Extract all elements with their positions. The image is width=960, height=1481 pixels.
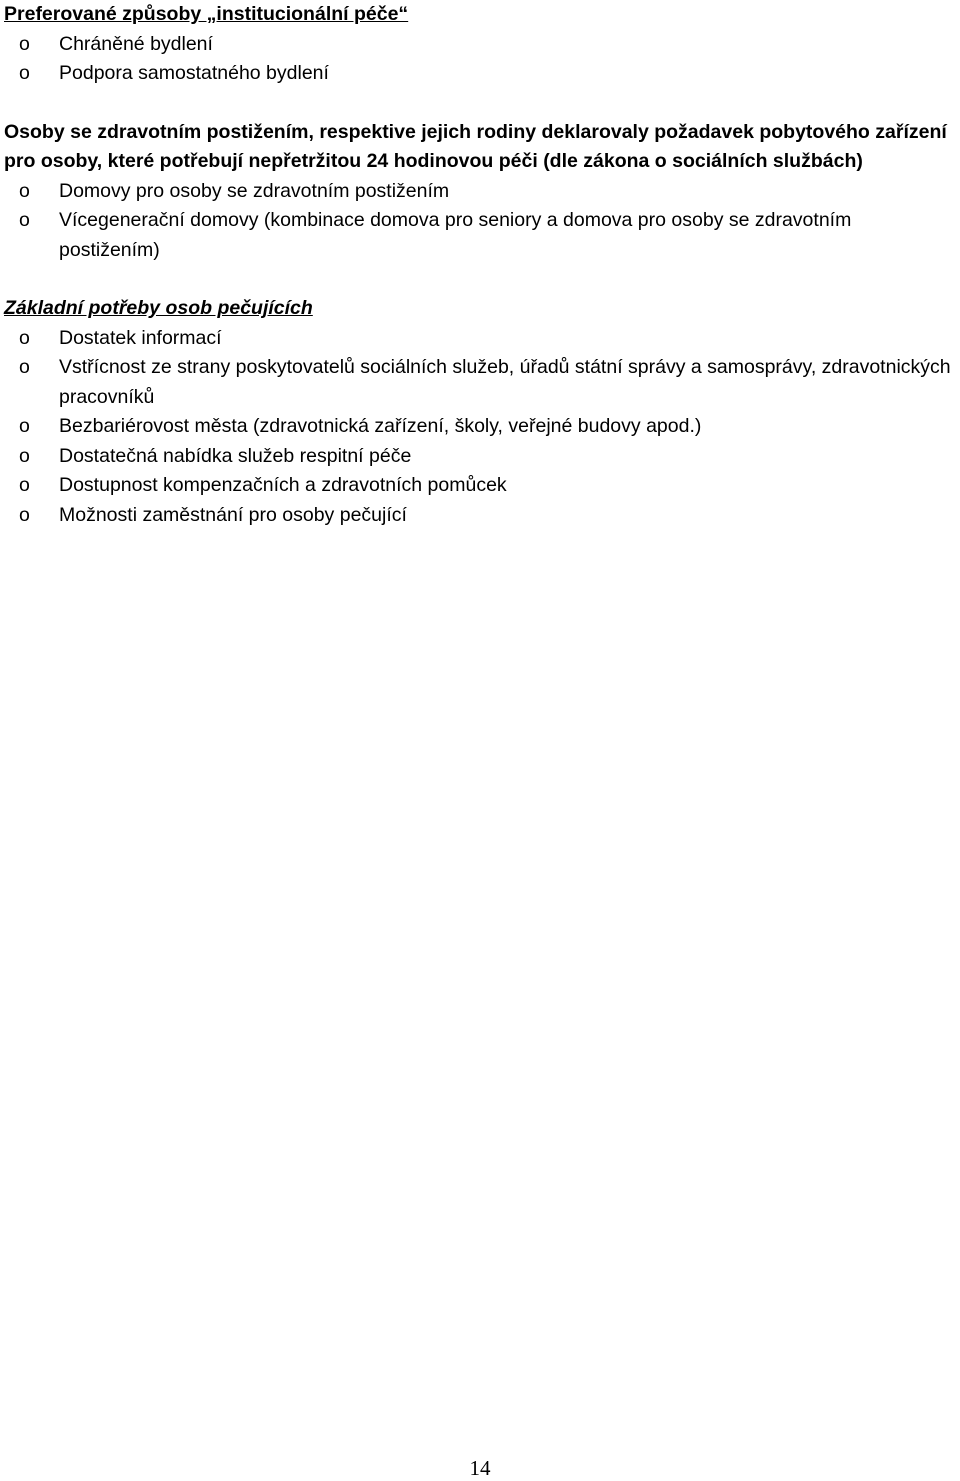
list-item-text: Možnosti zaměstnání pro osoby pečující bbox=[59, 503, 407, 526]
list-item bbox=[4, 59, 954, 89]
page-number: 14 bbox=[469, 1456, 491, 1480]
list-item bbox=[4, 471, 954, 501]
section-heading-preferred-care: Preferované způsoby „institucionální péče“ bbox=[4, 3, 409, 25]
bullet-marker: o bbox=[19, 356, 30, 378]
bullet-marker: o bbox=[19, 62, 30, 84]
bullet-marker: o bbox=[19, 32, 30, 55]
list-item bbox=[4, 30, 954, 60]
section-heading-caregiver-needs: Základní potřeby osob pečujících bbox=[4, 297, 313, 319]
spacer bbox=[4, 89, 954, 118]
list-item bbox=[4, 324, 954, 354]
bullet-marker: o bbox=[19, 444, 30, 467]
bullet-marker: o bbox=[19, 326, 30, 349]
bullet-list-residential-facility bbox=[4, 177, 954, 266]
list-item-text: Dostatečná nabídka služeb respitní péče bbox=[59, 444, 412, 467]
bullet-marker: o bbox=[19, 474, 30, 496]
section-heading-residential-facility: Osoby se zdravotním postižením, respektive jejich rodiny deklarovaly požadavek pobytového zařízení pro osoby, které potřebují nepřetržitou 24 hodinovou péči (dle zákona o sociálních službách) bbox=[4, 120, 947, 172]
page-content bbox=[4, 0, 954, 530]
list-item-text: Bezbariérovost města (zdravotnická zařízení, školy, veřejné budovy apod.) bbox=[59, 415, 702, 437]
bullet-marker: o bbox=[19, 179, 30, 202]
spacer bbox=[4, 265, 954, 294]
list-item-text: Vícegenerační domovy (kombinace domova pro seniory a domova pro osoby se zdravotním postižením) bbox=[59, 209, 852, 261]
list-item bbox=[4, 206, 954, 265]
list-item-text: Dostupnost kompenzačních a zdravotních pomůcek bbox=[59, 474, 507, 496]
list-item-text: Domovy pro osoby se zdravotním postižením bbox=[59, 179, 450, 202]
bullet-marker: o bbox=[19, 503, 30, 526]
list-item bbox=[4, 353, 954, 412]
list-item-text: Dostatek informací bbox=[59, 326, 222, 349]
bullet-list-preferred-care bbox=[4, 30, 954, 89]
list-item-text: Vstřícnost ze strany poskytovatelů sociálních služeb, úřadů státní správy a samosprávy, zdravotnických pracovníků bbox=[59, 356, 951, 408]
list-item bbox=[4, 177, 954, 207]
list-item-text: Podpora samostatného bydlení bbox=[59, 62, 329, 84]
list-item-text: Chráněné bydlení bbox=[59, 32, 213, 55]
list-item bbox=[4, 501, 954, 531]
list-item bbox=[4, 412, 954, 442]
bullet-marker: o bbox=[19, 209, 30, 231]
list-item bbox=[4, 442, 954, 472]
bullet-list-caregiver-needs bbox=[4, 324, 954, 531]
bullet-marker: o bbox=[19, 415, 30, 437]
